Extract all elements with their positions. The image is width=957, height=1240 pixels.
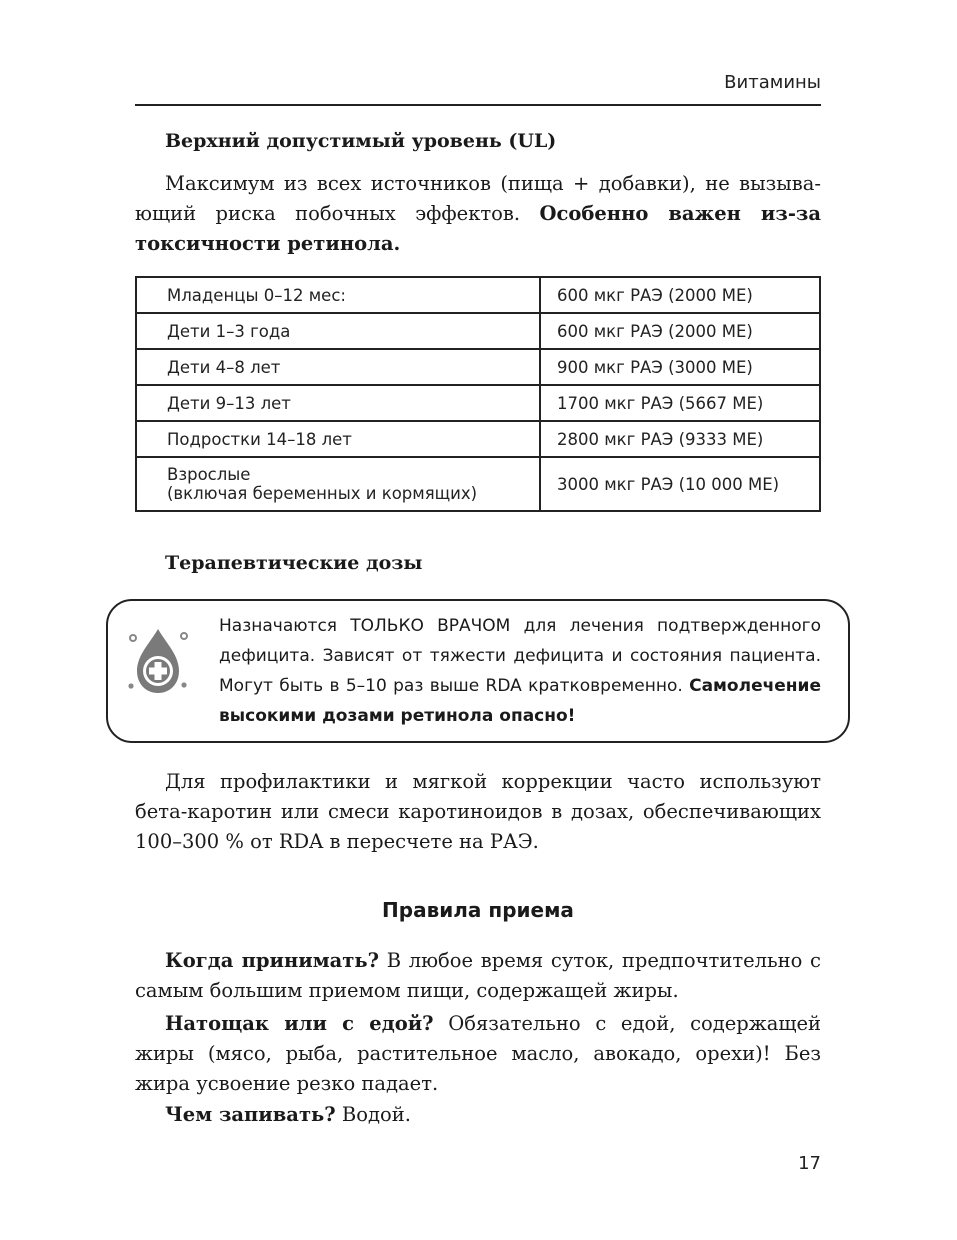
ul-value-cell: 600 мкг РАЭ (2000 МЕ) bbox=[540, 313, 820, 349]
age-group-cell: Дети 1–3 года bbox=[136, 313, 540, 349]
rule-item-food bbox=[135, 1009, 821, 1099]
running-title: Витамины bbox=[724, 72, 821, 93]
medical-drop-icon bbox=[120, 627, 196, 697]
rule-answer: Обязательно с едой, содержащей жиры (мясо, рыба, растительное масло, авокадо, орехи)! Без жира усвоение резко падает. bbox=[135, 1012, 821, 1095]
rule-answer: Водой. bbox=[335, 1103, 411, 1126]
ul-description bbox=[135, 169, 821, 259]
ul-description-bold: Особенно важен из-за токсичности ретинола. bbox=[135, 202, 822, 255]
ul-value-cell: 1700 мкг РАЭ (5667 МЕ) bbox=[540, 385, 820, 421]
callout-text bbox=[219, 611, 821, 731]
callout-text-plain: Назначаются ТОЛЬКО ВРАЧОМ для лечения подтвержденного дефицита. Зависят от тяжести дефицита и состояния пациента. Могут быть в 5–10 раз выше RDA кратковременно. bbox=[219, 616, 821, 696]
rule-item-when bbox=[135, 946, 821, 1006]
rule-question: Чем запивать? bbox=[165, 1103, 336, 1126]
rule-answer: В любое время суток, предпочтительно с самым большим приемом пищи, содержащей жиры. bbox=[135, 949, 821, 1002]
header-rule bbox=[135, 104, 821, 106]
table-row bbox=[136, 385, 820, 421]
age-group-note: (включая беременных и кормящих) bbox=[167, 484, 478, 503]
prevention-paragraph: Для профилактики и мягкой коррекции часто используют бета-каротин или смеси каротиноидов в дозах, обеспечивающих 100–300 % от RDA в пересчете на РАЭ. bbox=[135, 770, 821, 853]
age-group-cell: Младенцы 0–12 мес: bbox=[136, 277, 540, 313]
age-group-cell bbox=[136, 457, 540, 511]
age-group-cell: Подростки 14–18 лет bbox=[136, 421, 540, 457]
ul-table bbox=[135, 276, 821, 512]
age-group-label: Взрослые bbox=[167, 465, 251, 484]
ul-value-cell: 900 мкг РАЭ (3000 МЕ) bbox=[540, 349, 820, 385]
callout-text-bold: Самолечение высокими дозами ретинола опасно! bbox=[219, 676, 821, 726]
rule-question: Когда принимать? bbox=[165, 949, 380, 972]
table-row bbox=[136, 313, 820, 349]
age-group-cell: Дети 4–8 лет bbox=[136, 349, 540, 385]
ul-description-text: Максимум из всех источников (пища + добавки), не вызывающий риска побочных эффектов. bbox=[135, 172, 821, 225]
table-row bbox=[136, 457, 820, 511]
rule-question: Натощак или с едой? bbox=[165, 1012, 434, 1035]
rules-title: Правила приема bbox=[382, 898, 574, 922]
table-row bbox=[136, 349, 820, 385]
age-group-cell: Дети 9–13 лет bbox=[136, 385, 540, 421]
page-number: 17 bbox=[798, 1153, 821, 1174]
table-row bbox=[136, 277, 820, 313]
table-row bbox=[136, 421, 820, 457]
rule-item-drink bbox=[135, 1100, 821, 1130]
therapeutic-heading: Терапевтические дозы bbox=[165, 552, 423, 574]
ul-value-cell: 2800 мкг РАЭ (9333 МЕ) bbox=[540, 421, 820, 457]
ul-value-cell: 600 мкг РАЭ (2000 МЕ) bbox=[540, 277, 820, 313]
ul-heading: Верхний допустимый уровень (UL) bbox=[165, 130, 557, 152]
ul-value-cell: 3000 мкг РАЭ (10 000 МЕ) bbox=[540, 457, 820, 511]
